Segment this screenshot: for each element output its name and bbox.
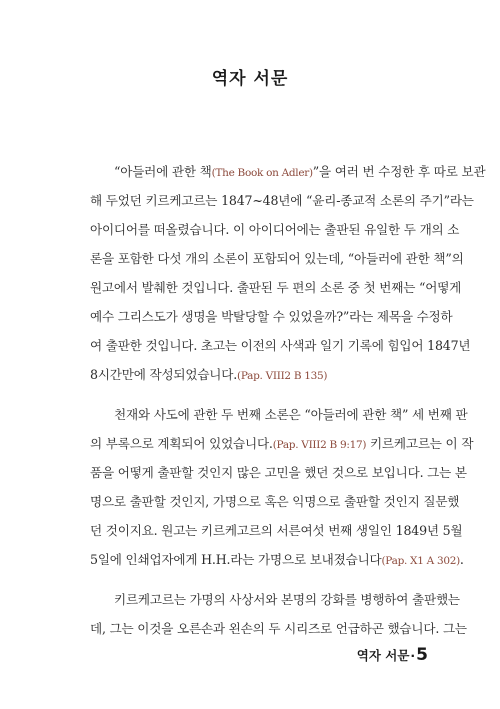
text-line: [90, 331, 471, 360]
page-number: 5: [416, 645, 428, 665]
text-line: [90, 360, 415, 389]
citation-reference: (Pap. VIII2 B 9:17): [272, 439, 367, 451]
text-line: [90, 545, 464, 574]
text-line: [90, 273, 462, 302]
footer-section-title: 역자 서문: [356, 648, 410, 663]
running-footer: [357, 645, 428, 665]
text-segment: 키르케고르는 가명의 사상서와 본명의 강화를 병행하여 출판했는: [114, 592, 460, 607]
citation-reference: (Pap. X1 A 302): [381, 555, 460, 567]
page-title: 역자 서문: [211, 69, 289, 89]
text-line: [90, 400, 468, 429]
text-line: [90, 215, 460, 244]
text-line: [90, 516, 463, 545]
text-segment: 던 것이지요. 원고는 키르케고르의 서른여섯 번째 생일인 1849년 5월: [90, 523, 463, 538]
text-segment: 여 출판한 것입니다. 초고는 이전의 사색과 일기 기록에 힘입어 1847년: [90, 338, 471, 353]
text-line: [90, 244, 464, 273]
text-segment: 론을 포함한 다섯 개의 소론이 포함되어 있는데, “아들러에 관한 책”의: [90, 251, 464, 266]
text-segment: 의 부록으로 계획되어 있었습니다.: [90, 436, 273, 451]
citation-reference: (The Book on Adler): [211, 167, 313, 179]
paragraph: [90, 400, 474, 574]
body-text: [90, 157, 486, 643]
text-segment: 원고에서 발췌한 것입니다. 출판된 두 편의 소론 중 첫 번째는 “어떻게: [90, 280, 462, 295]
text-line: [90, 429, 474, 458]
text-line: [90, 487, 460, 516]
text-line: [90, 614, 467, 643]
text-line: [90, 458, 467, 487]
paragraph: [90, 585, 467, 643]
text-segment: 예수 그리스도가 생명을 박탈당할 수 있었을까?”라는 제목을 수정하: [90, 309, 453, 324]
citation-reference: (Pap. VIII2 B 135): [237, 370, 328, 382]
text-segment: 명으로 출판할 것인지, 가명으로 혹은 익명으로 출판할 것인지 질문했: [90, 494, 460, 509]
text-segment: 8시간만에 작성되었습니다.: [90, 367, 238, 382]
paragraph: [90, 157, 486, 389]
footer-separator: ·: [410, 648, 416, 663]
text-line: [90, 302, 453, 331]
text-segment: 해 두었던 키르케고르는 1847~48년에 “윤리-종교적 소론의 주기”라는: [90, 193, 474, 208]
text-segment: 아이디어를 떠올렸습니다. 이 아이디어에는 출판된 유일한 두 개의 소: [90, 222, 460, 237]
text-line: [90, 585, 460, 614]
text-segment: 천재와 사도에 관한 두 번째 소론은 “아들러에 관한 책” 세 번째 판: [114, 407, 468, 422]
text-segment: “아들러에 관한 책: [114, 164, 212, 179]
text-line: [90, 186, 474, 215]
text-segment: 5일에 인쇄업자에게 H.H.라는 가명으로 보내졌습니다: [90, 552, 382, 567]
text-segment: ”을 여러 번 수정한 후 따로 보관: [312, 164, 486, 179]
text-segment: 품을 어떻게 출판할 것인지 많은 고민을 했던 것으로 보입니다. 그는 본: [90, 465, 467, 480]
text-segment: .: [459, 552, 464, 567]
text-segment: 키르케고르는 이 작: [366, 436, 474, 451]
text-segment: 데, 그는 이것을 오른손과 왼손의 두 시리즈로 언급하곤 했습니다. 그는: [90, 621, 467, 636]
text-line: [90, 157, 486, 186]
